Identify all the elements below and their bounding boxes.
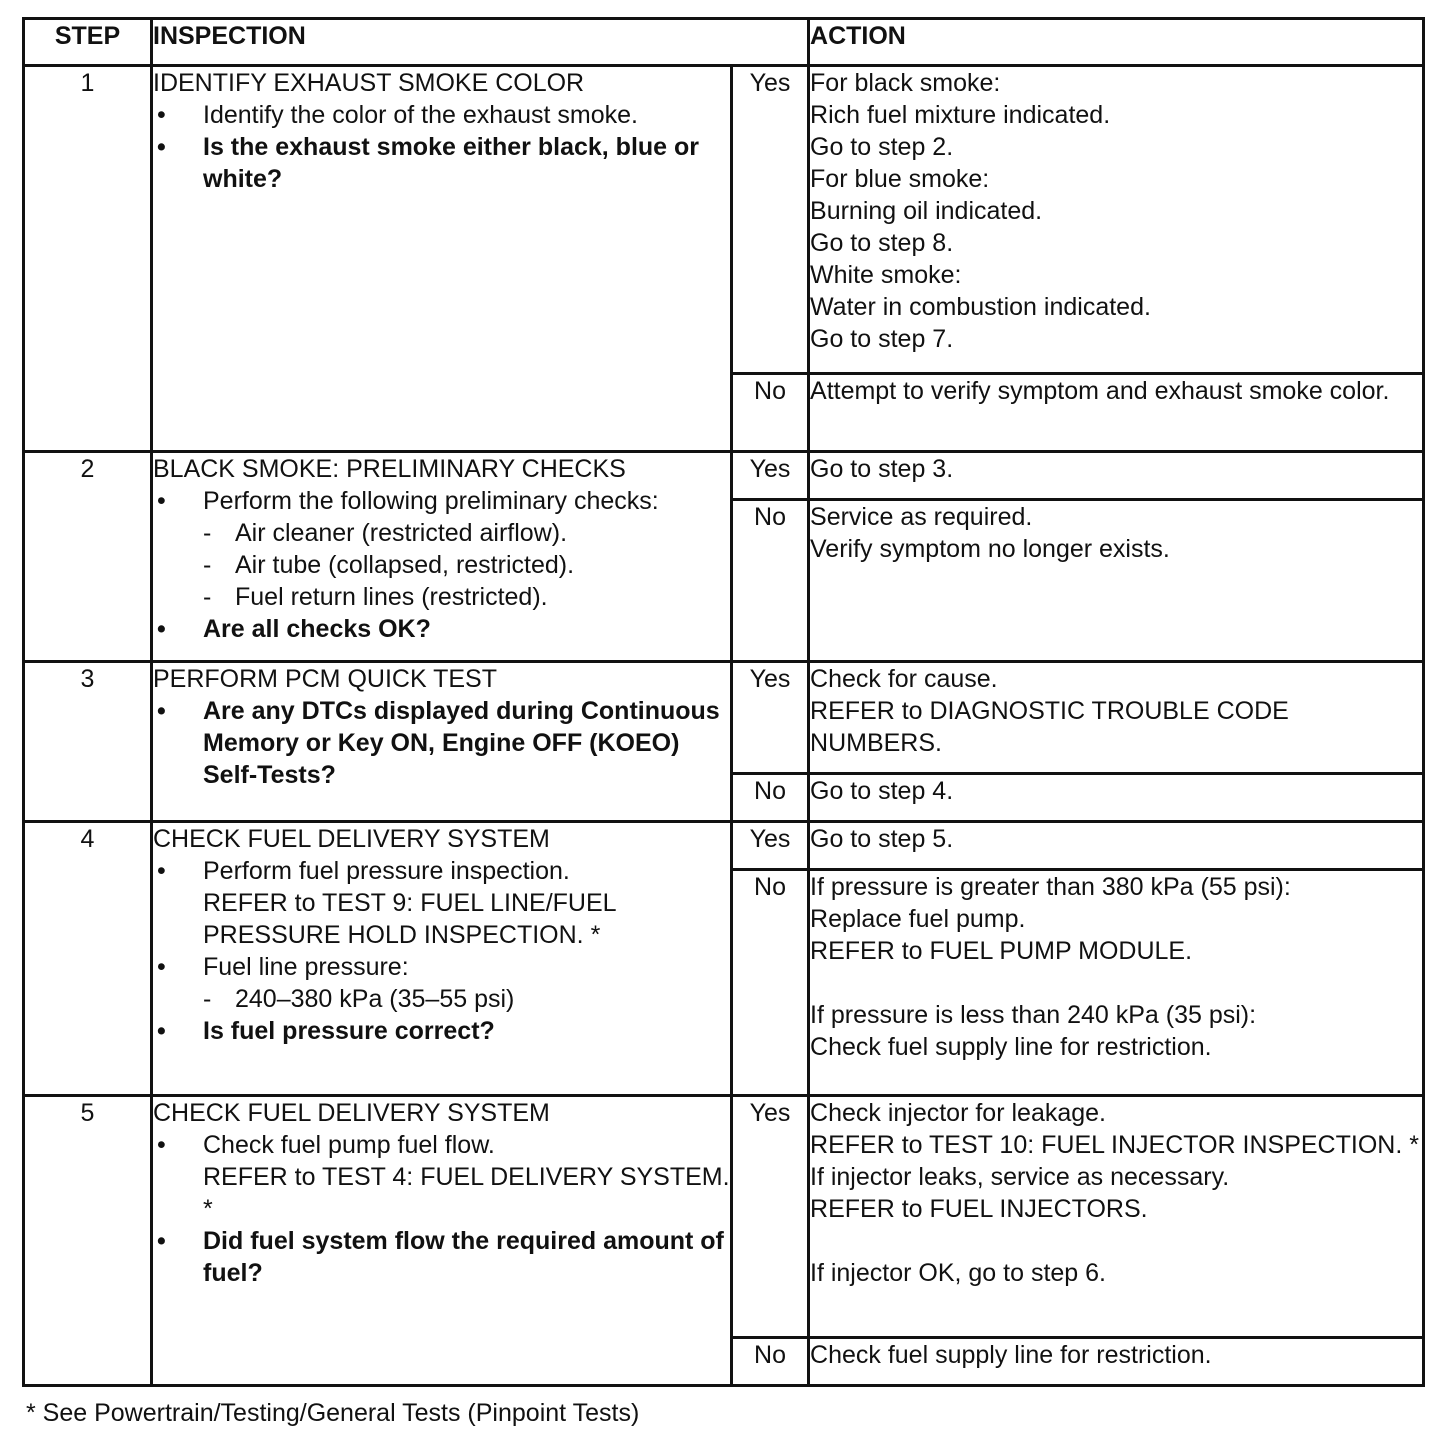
step-row-3-yes (24, 662, 1424, 774)
yes-action (809, 662, 1424, 774)
inspection-cell (152, 662, 732, 822)
step-number: 1 (24, 66, 152, 452)
inspection-title: IDENTIFY EXHAUST SMOKE COLOR (153, 69, 585, 97)
step-row-1-yes (24, 66, 1424, 374)
step-number: 4 (24, 822, 152, 1096)
no-label: No (732, 870, 809, 1096)
inspection-reference: REFER to TEST 9: FUEL LINE/FUEL PRESSURE HOLD INSPECTION. * (203, 889, 616, 949)
inspection-bullet (153, 855, 730, 951)
inspection-subitem: - Fuel return lines (restricted). (153, 581, 730, 613)
action-line: REFER to FUEL INJECTORS. (810, 1195, 1148, 1223)
no-action (809, 870, 1424, 1096)
inspection-bullet: • Identify the color of the exhaust smoke. (153, 99, 730, 131)
inspection-question: • Is the exhaust smoke either black, blue or white? (153, 131, 730, 195)
inspection-question: • Is fuel pressure correct? (153, 1015, 730, 1047)
inspection-subitem: - Air cleaner (restricted airflow). (153, 517, 730, 549)
inspection-cell (152, 66, 732, 452)
action-line: If pressure is less than 240 kPa (35 psi): (810, 1001, 1257, 1029)
inspection-cell (152, 1096, 732, 1386)
action-line: Go to step 8. (810, 229, 954, 257)
no-label: No (732, 500, 809, 662)
action-line: If pressure is greater than 380 kPa (55 psi): (810, 873, 1291, 901)
step-row-2-yes (24, 452, 1424, 500)
header-step: STEP (24, 19, 152, 66)
inspection-bullet: • Fuel line pressure: (153, 951, 730, 983)
yes-action (809, 452, 1424, 500)
inspection-reference: REFER to TEST 4: FUEL DELIVERY SYSTEM. * (203, 1163, 730, 1223)
action-spacer (810, 1225, 1422, 1257)
inspection-question: • Are all checks OK? (153, 613, 730, 645)
action-line: Attempt to verify symptom and exhaust smoke color. (810, 377, 1390, 405)
action-line: White smoke: (810, 261, 962, 289)
footnote: * See Powertrain/Testing/General Tests (Pinpoint Tests) (26, 1399, 640, 1427)
action-line: Go to step 4. (810, 777, 954, 805)
inspection-title: CHECK FUEL DELIVERY SYSTEM (153, 825, 550, 853)
inspection-bullet-text: Perform fuel pressure inspection. (203, 857, 570, 885)
action-line: REFER to DIAGNOSTIC TROUBLE CODE NUMBERS. (810, 697, 1289, 757)
action-line: Check for cause. (810, 665, 998, 693)
yes-action (809, 1096, 1424, 1338)
no-label: No (732, 774, 809, 822)
inspection-title: CHECK FUEL DELIVERY SYSTEM (153, 1099, 550, 1127)
step-number: 3 (24, 662, 152, 822)
action-line: Go to step 3. (810, 455, 954, 483)
inspection-cell (152, 822, 732, 1096)
step-number: 5 (24, 1096, 152, 1386)
yes-label: Yes (732, 1096, 809, 1338)
inspection-bullet: • Perform the following preliminary checks: (153, 485, 730, 517)
action-line: REFER to TEST 10: FUEL INJECTOR INSPECTION. * (810, 1131, 1419, 1159)
inspection-subitem: - Air tube (collapsed, restricted). (153, 549, 730, 581)
yes-label: Yes (732, 66, 809, 374)
no-label: No (732, 374, 809, 452)
action-line: Burning oil indicated. (810, 197, 1043, 225)
inspection-cell (152, 452, 732, 662)
action-line: Water in combustion indicated. (810, 293, 1151, 321)
action-line: Check fuel supply line for restriction. (810, 1341, 1212, 1369)
action-line: Go to step 5. (810, 825, 954, 853)
step-row-4-yes (24, 822, 1424, 870)
action-line: If injector OK, go to step 6. (810, 1259, 1106, 1287)
action-line: Verify symptom no longer exists. (810, 535, 1170, 563)
no-action (809, 1338, 1424, 1386)
no-action (809, 774, 1424, 822)
action-line: For blue smoke: (810, 165, 990, 193)
yes-label: Yes (732, 452, 809, 500)
action-line: Go to step 7. (810, 325, 954, 353)
action-line: Service as required. (810, 503, 1033, 531)
action-line: If injector leaks, service as necessary. (810, 1163, 1230, 1191)
action-spacer (810, 967, 1422, 999)
yes-action (809, 822, 1424, 870)
action-line: Rich fuel mixture indicated. (810, 101, 1111, 129)
yes-label: Yes (732, 822, 809, 870)
action-line: Check injector for leakage. (810, 1099, 1106, 1127)
step-row-5-yes (24, 1096, 1424, 1338)
inspection-bullet (153, 1129, 730, 1225)
inspection-bullet-text: Check fuel pump fuel flow. (203, 1131, 495, 1159)
header-row (24, 19, 1424, 66)
diagnostic-table (22, 17, 1425, 1387)
inspection-subitem: - 240–380 kPa (35–55 psi) (153, 983, 730, 1015)
inspection-title: PERFORM PCM QUICK TEST (153, 665, 498, 693)
inspection-question: • Did fuel system flow the required amount of fuel? (153, 1225, 730, 1289)
action-line: Go to step 2. (810, 133, 954, 161)
no-label: No (732, 1338, 809, 1386)
inspection-title: BLACK SMOKE: PRELIMINARY CHECKS (153, 455, 626, 483)
header-inspection: INSPECTION (152, 19, 809, 66)
header-action: ACTION (809, 19, 1424, 66)
action-line: Check fuel supply line for restriction. (810, 1033, 1212, 1061)
yes-action (809, 66, 1424, 374)
no-action (809, 374, 1424, 452)
action-line: REFER to FUEL PUMP MODULE. (810, 937, 1193, 965)
action-line: Replace fuel pump. (810, 905, 1026, 933)
no-action (809, 500, 1424, 662)
yes-label: Yes (732, 662, 809, 774)
step-number: 2 (24, 452, 152, 662)
inspection-question: • Are any DTCs displayed during Continuous Memory or Key ON, Engine OFF (KOEO) Self-Tests? (153, 695, 730, 791)
action-line: For black smoke: (810, 69, 1001, 97)
